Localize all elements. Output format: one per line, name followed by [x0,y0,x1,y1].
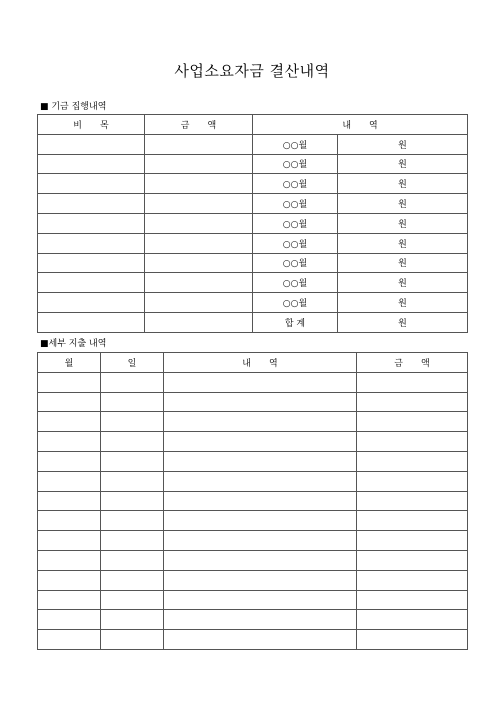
day-cell[interactable] [101,570,164,590]
category-cell[interactable] [38,174,145,194]
amount-cell[interactable] [357,630,468,650]
amount-cell[interactable] [357,511,468,531]
amount-cell[interactable] [145,194,253,214]
details-cell[interactable] [164,392,357,412]
month-cell[interactable] [38,432,101,452]
category-cell[interactable] [38,194,145,214]
details-cell[interactable] [164,471,357,491]
table-row [38,392,468,412]
month-cell[interactable] [38,372,101,392]
header-details: 내 역 [164,353,357,373]
table-row [38,451,468,471]
table-row [38,194,468,214]
details-cell[interactable] [164,630,357,650]
table-row [38,570,468,590]
table-row [38,293,468,313]
details-cell[interactable] [164,570,357,590]
category-cell[interactable] [38,273,145,293]
unit-label: 원 [338,154,468,174]
details-cell[interactable] [164,372,357,392]
category-cell[interactable] [38,253,145,273]
amount-cell[interactable] [357,432,468,452]
day-cell[interactable] [101,511,164,531]
month-label: ○○월 [253,273,338,293]
day-cell[interactable] [101,392,164,412]
total-unit-label: 원 [338,312,468,332]
amount-cell[interactable] [145,174,253,194]
table-row [38,412,468,432]
table-row [38,134,468,154]
month-cell[interactable] [38,471,101,491]
day-cell[interactable] [101,471,164,491]
details-cell[interactable] [164,511,357,531]
unit-label: 원 [338,293,468,313]
month-cell[interactable] [38,550,101,570]
day-cell[interactable] [101,531,164,551]
month-cell[interactable] [38,570,101,590]
details-cell[interactable] [164,610,357,630]
table-header-row [38,353,468,373]
month-label: ○○월 [253,154,338,174]
unit-label: 원 [338,174,468,194]
total-row [38,312,468,332]
table-row [38,174,468,194]
day-cell[interactable] [101,432,164,452]
amount-cell[interactable] [145,213,253,233]
table-row [38,213,468,233]
unit-label: 원 [338,233,468,253]
month-label: ○○월 [253,233,338,253]
amount-cell[interactable] [357,451,468,471]
month-label: ○○월 [253,194,338,214]
details-cell[interactable] [164,590,357,610]
day-cell[interactable] [101,491,164,511]
amount-cell[interactable] [145,154,253,174]
category-cell[interactable] [38,134,145,154]
amount-cell[interactable] [357,372,468,392]
amount-cell[interactable] [357,610,468,630]
expense-detail-table [37,352,468,650]
page-title: 사업소요자금 결산내역 [174,62,330,80]
amount-cell[interactable] [357,412,468,432]
table-row [38,511,468,531]
day-cell[interactable] [101,372,164,392]
section-heading-fund-execution: ■ 기금 집행내역 [40,102,107,112]
day-cell[interactable] [101,590,164,610]
header-amount: 금 액 [145,115,253,135]
amount-cell[interactable] [145,293,253,313]
details-cell[interactable] [164,432,357,452]
amount-cell[interactable] [145,312,253,332]
month-label: ○○월 [253,134,338,154]
month-cell[interactable] [38,630,101,650]
day-cell[interactable] [101,412,164,432]
unit-label: 원 [338,213,468,233]
unit-label: 원 [338,253,468,273]
details-cell[interactable] [164,412,357,432]
table-row [38,372,468,392]
month-cell[interactable] [38,610,101,630]
header-day: 일 [101,353,164,373]
month-label: ○○월 [253,213,338,233]
category-cell[interactable] [38,312,145,332]
day-cell[interactable] [101,451,164,471]
month-label: ○○월 [253,174,338,194]
table-row [38,590,468,610]
header-details: 내 역 [253,115,468,135]
month-cell[interactable] [38,451,101,471]
table-row [38,233,468,253]
total-label: 합 계 [253,312,338,332]
table-row [38,550,468,570]
month-cell[interactable] [38,392,101,412]
details-cell[interactable] [164,550,357,570]
table-row [38,273,468,293]
amount-cell[interactable] [357,550,468,570]
amount-cell[interactable] [145,273,253,293]
table-row [38,471,468,491]
category-cell[interactable] [38,233,145,253]
amount-cell[interactable] [145,253,253,273]
header-amount: 금 액 [357,353,468,373]
details-cell[interactable] [164,451,357,471]
month-label: ○○월 [253,253,338,273]
section-heading-expense-details: ■세부 지출 내역 [40,339,107,349]
table-row [38,432,468,452]
amount-cell[interactable] [145,134,253,154]
details-cell[interactable] [164,531,357,551]
month-cell[interactable] [38,491,101,511]
details-cell[interactable] [164,491,357,511]
table-row [38,531,468,551]
category-cell[interactable] [38,154,145,174]
table-header-row [38,115,468,135]
header-category: 비 목 [38,115,145,135]
unit-label: 원 [338,194,468,214]
fund-execution-table [37,114,468,333]
month-cell[interactable] [38,412,101,432]
month-cell[interactable] [38,590,101,610]
day-cell[interactable] [101,550,164,570]
day-cell[interactable] [101,630,164,650]
amount-cell[interactable] [357,590,468,610]
table-row [38,630,468,650]
header-month: 월 [38,353,101,373]
day-cell[interactable] [101,610,164,630]
unit-label: 원 [338,273,468,293]
amount-cell[interactable] [357,531,468,551]
table-row [38,610,468,630]
amount-cell[interactable] [145,233,253,253]
amount-cell[interactable] [357,392,468,412]
table-row [38,253,468,273]
amount-cell[interactable] [357,491,468,511]
amount-cell[interactable] [357,471,468,491]
month-cell[interactable] [38,511,101,531]
month-cell[interactable] [38,531,101,551]
table-row [38,491,468,511]
month-label: ○○월 [253,293,338,313]
table-row [38,154,468,174]
category-cell[interactable] [38,293,145,313]
unit-label: 원 [338,134,468,154]
category-cell[interactable] [38,213,145,233]
amount-cell[interactable] [357,570,468,590]
